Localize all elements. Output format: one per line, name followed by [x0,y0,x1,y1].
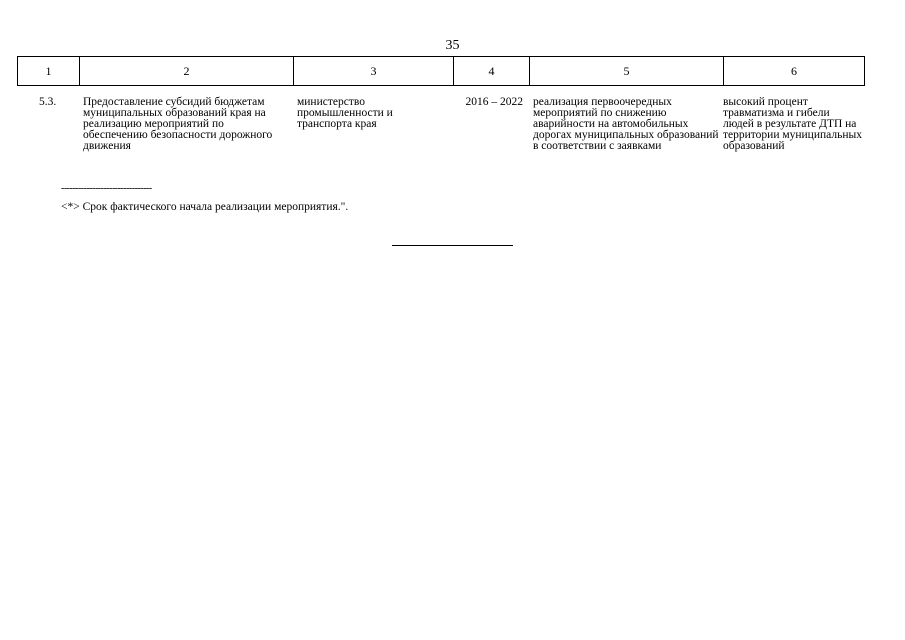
footnote-text: <*> Срок фактического начала реализации мероприятия.". [61,201,349,213]
executor: министерство промышленности и транспорта края [297,96,393,130]
implementation-period: 2016 – 2022 [465,96,523,108]
column-2-header: 2 [80,57,294,86]
column-3-header: 3 [294,57,454,86]
non-implementation-consequences: высокий процент травматизма и гибели людей в результате ДТП на территории муниципальных образований [723,96,862,152]
measure-name: Предоставление субсидий бюджетам муниципальных образований края на реализацию мероприятий по обеспечению безопасности дорожного движения [83,96,273,152]
column-6-header: 6 [724,57,865,86]
column-5-header: 5 [530,57,724,86]
column-4-header: 4 [454,57,530,86]
column-number-header [17,56,865,86]
end-of-document-line [392,245,513,246]
column-1-header: 1 [18,57,80,86]
footnote-separator: -------------------------------- [61,183,152,194]
page-number: 35 [445,38,460,53]
expected-result: реализация первоочередных мероприятий по снижению аварийности на автомобильных дорогах муниципальных образований в соответствии с заявками [533,96,719,152]
row-number: 5.3. [39,96,57,108]
